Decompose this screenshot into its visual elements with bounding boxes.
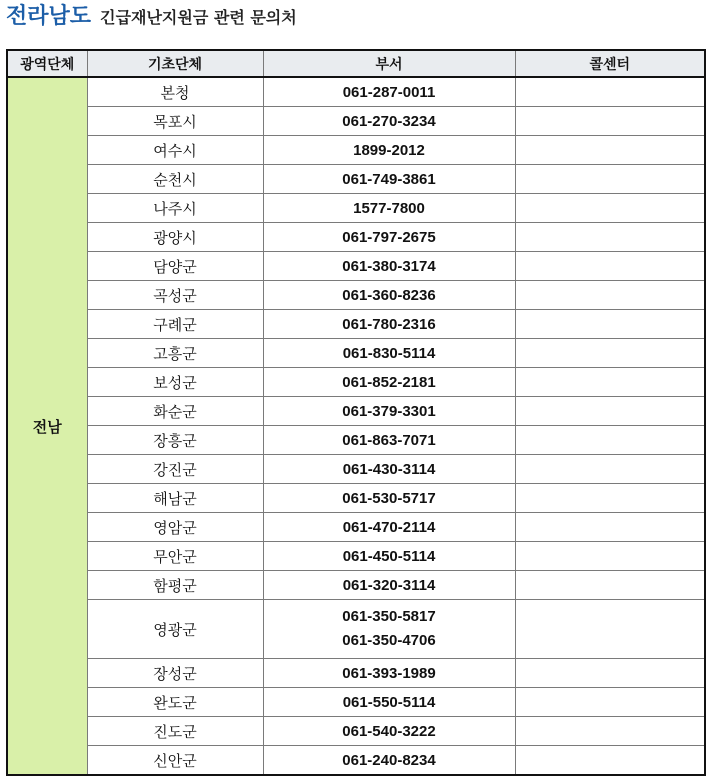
phone-number: 061-240-8234: [342, 751, 436, 769]
header-unit: 기초단체: [87, 50, 263, 77]
table-row: [7, 571, 705, 600]
callcenter-cell: [515, 368, 705, 397]
unit-cell: 나주시: [87, 194, 263, 223]
page-title: [6, 2, 297, 32]
callcenter-cell: [515, 223, 705, 252]
table-row: [7, 542, 705, 571]
callcenter-cell: [515, 513, 705, 542]
phone-number: 061-350-4706: [342, 632, 436, 649]
unit-cell: 화순군: [87, 397, 263, 426]
table-row: [7, 136, 705, 165]
phone-cell: [263, 659, 515, 688]
unit-cell: 장성군: [87, 659, 263, 688]
callcenter-cell: [515, 484, 705, 513]
title-subtitle: 긴급재난지원금 관련 문의처: [100, 8, 297, 27]
callcenter-cell: [515, 165, 705, 194]
table-row: [7, 688, 705, 717]
phone-cell: [263, 484, 515, 513]
table-row: [7, 426, 705, 455]
phone-cell: [263, 165, 515, 194]
unit-cell: 순천시: [87, 165, 263, 194]
phone-cell: [263, 746, 515, 776]
phone-number: 061-749-3861: [342, 170, 436, 188]
contact-table: [6, 49, 706, 776]
phone-number: 061-287-0011: [342, 83, 436, 101]
unit-cell: 담양군: [87, 252, 263, 281]
phone-number: 061-530-5717: [342, 489, 436, 507]
header-department: 부서: [263, 50, 515, 77]
callcenter-cell: [515, 571, 705, 600]
callcenter-cell: [515, 136, 705, 165]
phone-number: 061-780-2316: [342, 315, 436, 333]
table-row: [7, 252, 705, 281]
phone-number: 061-540-3222: [342, 722, 436, 740]
phone-number: 061-379-3301: [342, 402, 436, 420]
phone-cell: [263, 717, 515, 746]
phone-cell: [263, 600, 515, 659]
callcenter-cell: [515, 659, 705, 688]
region-cell: 전남: [7, 77, 87, 775]
callcenter-cell: [515, 688, 705, 717]
phone-number: 1899-2012: [353, 141, 425, 159]
callcenter-cell: [515, 542, 705, 571]
callcenter-cell: [515, 310, 705, 339]
table-row: [7, 194, 705, 223]
table-row: [7, 397, 705, 426]
unit-cell: 보성군: [87, 368, 263, 397]
phone-number: 061-797-2675: [342, 228, 436, 246]
phone-number: 061-863-7071: [342, 431, 436, 449]
phone-number: 061-350-5817: [342, 608, 436, 625]
phone-cell: [263, 426, 515, 455]
phone-cell: [263, 194, 515, 223]
unit-cell: 여수시: [87, 136, 263, 165]
unit-cell: 함평군: [87, 571, 263, 600]
table-row: [7, 746, 705, 776]
callcenter-cell: [515, 281, 705, 310]
callcenter-cell: [515, 107, 705, 136]
phone-cell: [263, 571, 515, 600]
phone-number: 061-430-3114: [342, 460, 436, 478]
callcenter-cell: [515, 455, 705, 484]
callcenter-cell: [515, 600, 705, 659]
phone-cell: [263, 368, 515, 397]
unit-cell: 영암군: [87, 513, 263, 542]
phone-cell: [263, 252, 515, 281]
phone-number: 061-320-3114: [342, 576, 436, 594]
phone-cell: [263, 397, 515, 426]
phone-cell: [263, 281, 515, 310]
phone-cell: [263, 107, 515, 136]
unit-cell: 곡성군: [87, 281, 263, 310]
phone-number: 061-393-1989: [342, 664, 436, 682]
phone-cell: [263, 136, 515, 165]
phone-cell: [263, 339, 515, 368]
unit-cell: 해남군: [87, 484, 263, 513]
phone-number: 061-470-2114: [342, 518, 436, 536]
phone-cell: [263, 688, 515, 717]
header-row: [7, 50, 705, 77]
callcenter-cell: [515, 426, 705, 455]
table-row: [7, 339, 705, 368]
table-row: [7, 77, 705, 107]
callcenter-cell: [515, 194, 705, 223]
phone-number: 061-450-5114: [342, 547, 436, 565]
unit-cell: 고흥군: [87, 339, 263, 368]
phone-number: 061-380-3174: [342, 257, 436, 275]
table-row: [7, 281, 705, 310]
table-row: [7, 310, 705, 339]
table-row: [7, 484, 705, 513]
phone-number: 061-550-5114: [342, 693, 436, 711]
table-row: [7, 513, 705, 542]
phone-cell: [263, 223, 515, 252]
callcenter-cell: [515, 77, 705, 107]
unit-cell: 무안군: [87, 542, 263, 571]
table-row: [7, 223, 705, 252]
table-row: [7, 717, 705, 746]
unit-cell: 영광군: [87, 600, 263, 659]
table-row: [7, 600, 705, 659]
table-row: [7, 659, 705, 688]
phone-number: 061-360-8236: [342, 286, 436, 304]
unit-cell: 본청: [87, 77, 263, 107]
table-row: [7, 368, 705, 397]
callcenter-cell: [515, 746, 705, 776]
phone-cell: [263, 542, 515, 571]
title-region: 전라남도: [6, 4, 92, 29]
phone-number: 061-270-3234: [342, 112, 436, 130]
unit-cell: 완도군: [87, 688, 263, 717]
phone-cell: [263, 513, 515, 542]
phone-cell: [263, 310, 515, 339]
callcenter-cell: [515, 339, 705, 368]
callcenter-cell: [515, 717, 705, 746]
phone-number: 1577-7800: [353, 199, 425, 217]
table-row: [7, 107, 705, 136]
phone-cell: [263, 455, 515, 484]
unit-cell: 신안군: [87, 746, 263, 776]
phone-cell: [263, 77, 515, 107]
header-callcenter: 콜센터: [515, 50, 705, 77]
header-region: 광역단체: [7, 50, 87, 77]
callcenter-cell: [515, 252, 705, 281]
unit-cell: 목포시: [87, 107, 263, 136]
table-body: [7, 77, 705, 775]
table-row: [7, 165, 705, 194]
table-row: [7, 455, 705, 484]
phone-number: 061-830-5114: [342, 344, 436, 362]
callcenter-cell: [515, 397, 705, 426]
phone-number: 061-852-2181: [342, 373, 436, 391]
unit-cell: 강진군: [87, 455, 263, 484]
unit-cell: 구례군: [87, 310, 263, 339]
unit-cell: 광양시: [87, 223, 263, 252]
unit-cell: 진도군: [87, 717, 263, 746]
unit-cell: 장흥군: [87, 426, 263, 455]
